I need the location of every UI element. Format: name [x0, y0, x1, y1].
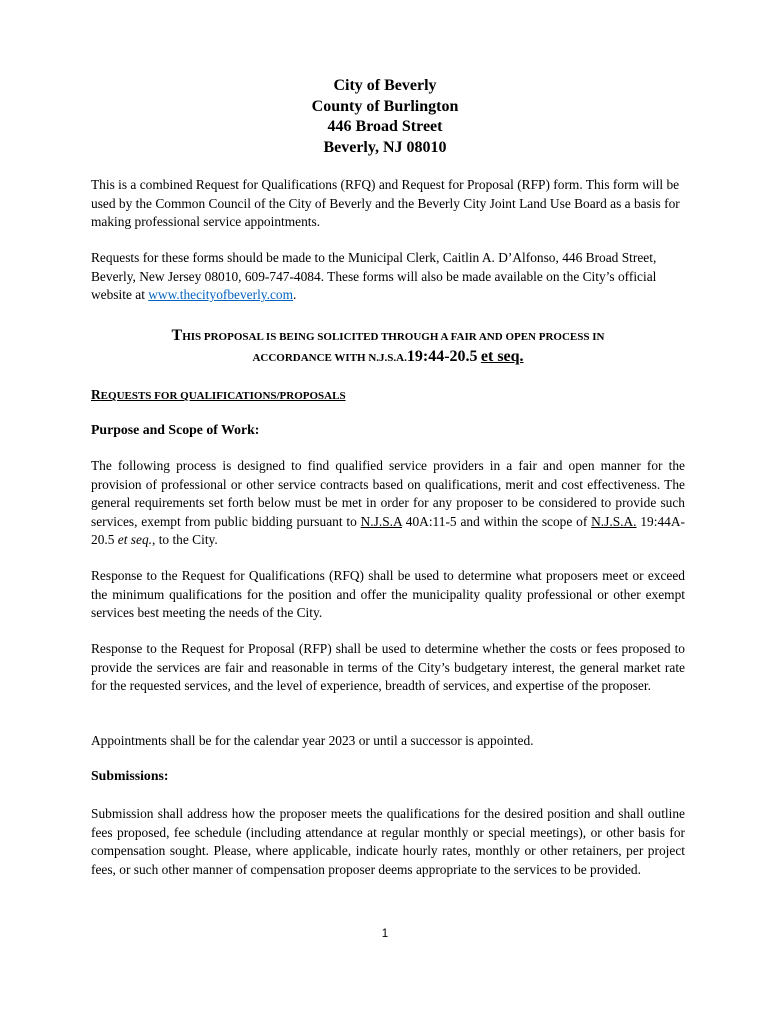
purpose-paragraph-1	[91, 457, 685, 550]
intro-text: This is a combined Request for Qualifications (RFQ) and Request for Proposal (RFP) form. This form will be used by the Common Council of the City of Beverly and the Beverly City Joint Land Use Board as a basis for making professional service appointments.	[91, 177, 680, 230]
submissions-paragraph	[91, 805, 685, 879]
rfp-response-text: Response to the Request for Proposal (RFP) shall be used to determine whether the costs or fees proposed to provide the services are fair and reasonable in terms of the City’s budgetary interest, the general market rate for the requested services, and the level of experience, breadth of services, and expertise of the proposer.	[91, 641, 685, 694]
submissions-text: Submission shall address how the proposer meets the qualifications for the desired position and shall outline fees proposed, fee schedule (including attendance at regular monthly or special meetings), or other basis for compensation sought. Please, where applicable, indicate hourly rates, monthly or other retainers, per project fees, or such other manner of compensation proposer deems appropriate to the services to be provided.	[91, 806, 685, 877]
city-name: City of Beverly	[333, 77, 437, 94]
njsa-ref-1: N.J.S.A	[360, 513, 402, 529]
requests-end: .	[293, 287, 297, 303]
page-number: 1	[381, 928, 389, 940]
letterhead	[0, 76, 770, 158]
notice-line1: HIS PROPOSAL IS BEING SOLICITED THROUGH A FAIR AND OPEN PROCESS IN	[182, 331, 605, 343]
et-seq-italic: et seq.	[117, 532, 152, 548]
requests-qualifications-heading	[91, 387, 346, 403]
purpose-p1-b: 40A:11-5 and within the scope of	[401, 513, 592, 529]
requests-paragraph	[91, 249, 685, 305]
submissions-heading: Submissions:	[91, 768, 169, 783]
njsa-ref-2: N.J.S.A.	[591, 513, 637, 529]
notice-et-seq: et seq.	[480, 348, 524, 365]
street-address: 446 Broad Street	[327, 118, 443, 135]
requests-text: Requests for these forms should be made to the Municipal Clerk, Caitlin A. D’Alfonso, 446 Broad Street, Beverly, New Jersey 08010, 609-747-4084. These forms will also be made available on the City’s official website at	[91, 250, 657, 303]
intro-paragraph	[91, 176, 685, 232]
notice-line2: ACCORDANCE WITH N.J.S.A.	[252, 352, 407, 364]
rfq-response-text: Response to the Request for Qualifications (RFQ) shall be used to determine what proposers meet or exceed the minimum qualifications for the position and offer the municipality quality professional or other exempt services best meeting the needs of the City.	[91, 568, 685, 621]
purpose-paragraph-4	[91, 732, 685, 751]
purpose-paragraph-2	[91, 567, 685, 623]
req-heading-rest: EQUESTS FOR QUALIFICATIONS/PROPOSALS	[100, 390, 346, 402]
req-heading-first: R	[91, 387, 101, 402]
website-link[interactable]: www.thecityofbeverly.com	[148, 287, 294, 303]
city-state-zip: Beverly, NJ 08010	[323, 138, 447, 156]
appointments-text: Appointments shall be for the calendar year 2023 or until a successor is appointed.	[91, 733, 534, 748]
purpose-paragraph-3	[91, 640, 685, 696]
county-name: County of Burlington	[311, 97, 459, 115]
notice-statute: 19:44-20.5	[406, 348, 478, 365]
purpose-p1-a: The following process is designed to find qualified service providers in a fair and open manner for the provision of professional or other service contracts based on qualifications, merit and cost effectiveness. The general requirements set forth below must be met in order for any proposer to be considered to provide such services, exempt from public bidding pursuant to	[91, 458, 685, 529]
fair-open-notice	[91, 326, 685, 368]
purpose-p1-c: 19:44A-20.5	[91, 513, 685, 548]
purpose-heading: Purpose and Scope of Work:	[91, 422, 260, 437]
purpose-p1-d: , to the City.	[152, 532, 218, 548]
notice-first-letter: T	[171, 327, 183, 344]
